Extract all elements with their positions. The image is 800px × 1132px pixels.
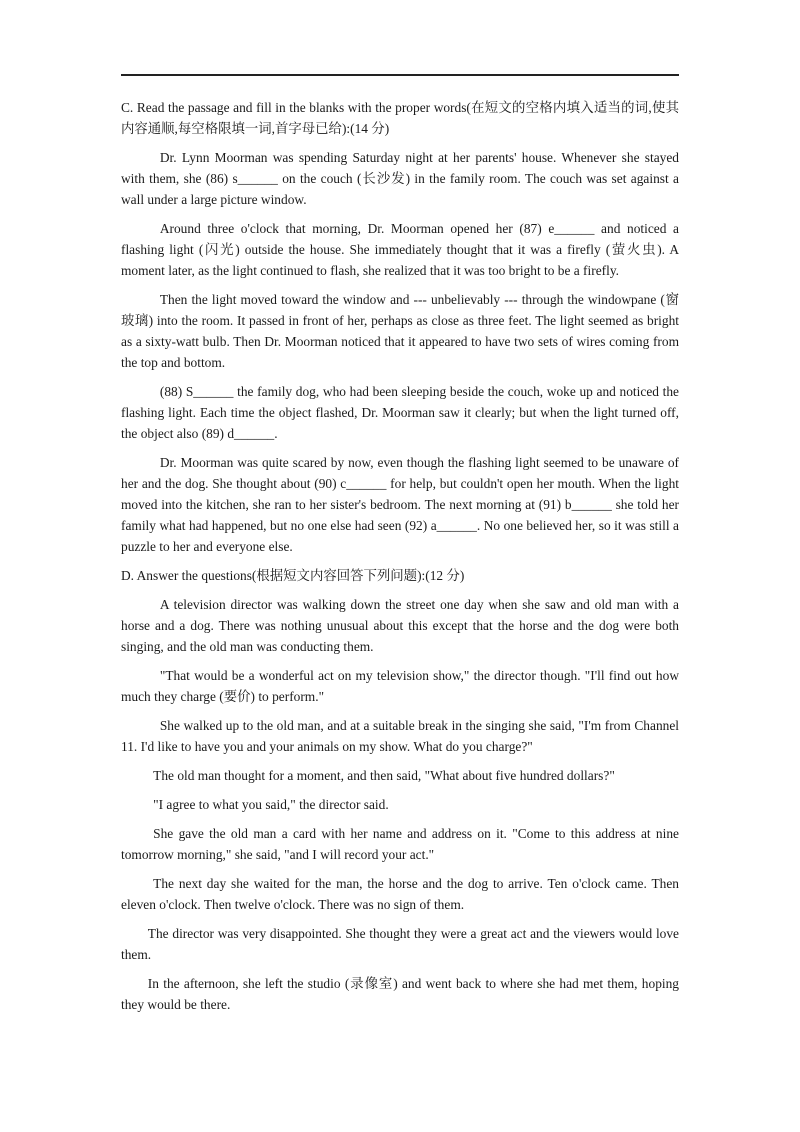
section-d: [121, 565, 679, 1015]
passage-d-paragraph: The director was very disappointed. She thought they were a great act and the viewers would love them.: [121, 926, 679, 962]
passage-c-paragraph: Around three o'clock that morning, Dr. Moorman opened her (87) e______ and noticed a flashing light (闪光) outside the house. She immediately thought that it was a firefly (萤火虫). A moment later, as the light continued to flash, she realized that it was too bright to be a firefly.: [121, 221, 679, 278]
document-body: [121, 97, 679, 1023]
header-rule: [121, 74, 679, 76]
passage-c-paragraph: Then the light moved toward the window and --- unbelievably --- through the windowpane (窗玻璃) into the room. It passed in front of her, perhaps as close as three feet. The light seemed as bright as a sixty-watt bulb. Then Dr. Moorman noticed that it appeared to have two sets of wires coming from the top and bottom.: [121, 292, 679, 370]
section-c: [121, 97, 679, 557]
passage-c-paragraph: (88) S______ the family dog, who had been sleeping beside the couch, woke up and noticed the flashing light. Each time the object flashed, Dr. Moorman saw it clearly; but when the light turned off, the object also (89) d______.: [121, 384, 679, 441]
passage-c-paragraph: Dr. Moorman was quite scared by now, even though the flashing light seemed to be unaware of her and the dog. She thought about (90) c______ for help, but couldn't open her mouth. When the light moved into the kitchen, she ran to her sister's bedroom. The next morning at (91) b______ she told her family what had happened, but no one else had seen (92) a______. No one believed her, so it was still a puzzle to her and everyone else.: [121, 455, 679, 554]
passage-d-paragraph: The old man thought for a moment, and then said, "What about five hundred dollars?": [153, 768, 615, 783]
passage-c-paragraph: Dr. Lynn Moorman was spending Saturday night at her parents' house. Whenever she stayed with them, she (86) s______ on the couch (长沙发) in the family room. The couch was set against a wall under a large picture window.: [121, 150, 679, 207]
passage-d-paragraph: She walked up to the old man, and at a suitable break in the singing she said, "I'm from Channel 11. I'd like to have you and your animals on my show. What do you charge?": [121, 718, 679, 754]
passage-d-paragraph: "That would be a wonderful act on my television show," the director though. "I'll find out how much they charge (要价) to perform.": [121, 668, 679, 704]
section-d-heading: D. Answer the questions(根据短文内容回答下列问题):(12 分): [121, 568, 465, 583]
section-c-heading: C. Read the passage and fill in the blanks with the proper words(在短文的空格内填入适当的词,使其内容通顺,每空格限填一词,首字母已给):(14 分): [121, 100, 679, 136]
passage-d-paragraph: "I agree to what you said," the director said.: [153, 797, 389, 812]
passage-d-paragraph: In the afternoon, she left the studio (录像室) and went back to where she had met them, hoping they would be there.: [121, 976, 679, 1012]
passage-d-paragraph: She gave the old man a card with her name and address on it. "Come to this address at nine tomorrow morning," she said, "and I will record your act.": [121, 826, 679, 862]
passage-d-paragraph: The next day she waited for the man, the horse and the dog to arrive. Ten o'clock came. Then eleven o'clock. Then twelve o'clock. There was no sign of them.: [121, 876, 679, 912]
passage-d-paragraph: A television director was walking down the street one day when she saw and old man with a horse and a dog. There was nothing unusual about this except that the horse and the dog were both singing, and the old man was conducting them.: [121, 597, 679, 654]
